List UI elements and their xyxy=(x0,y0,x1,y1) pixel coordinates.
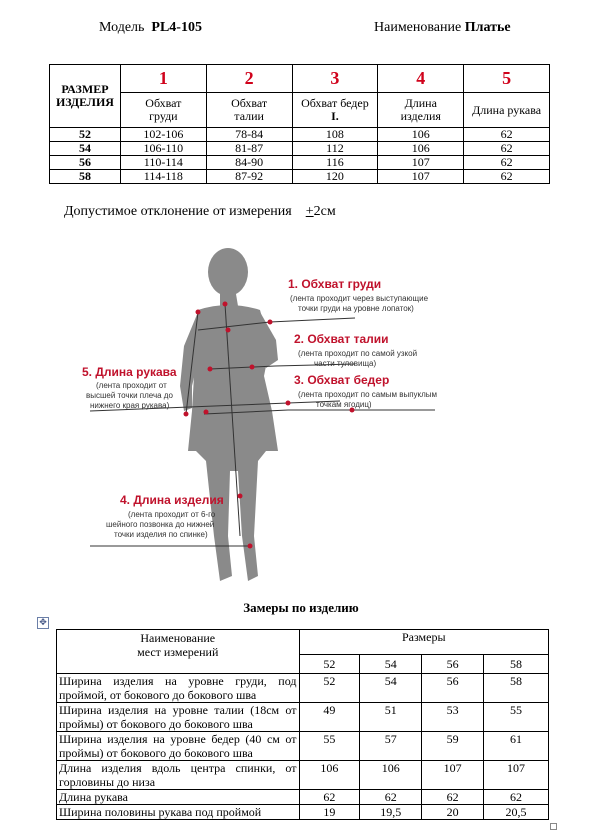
tolerance-text: Допустимое отклонение от измерения xyxy=(64,204,292,219)
svg-text:(лента проходит по самым выпук: (лента проходит по самым выпуклым xyxy=(298,390,438,399)
svg-text:4. Длина изделия: 4. Длина изделия xyxy=(120,493,224,507)
tolerance-value: 2см xyxy=(313,204,336,219)
table-row: Длина изделия вдоль центра спинки, от горловины до низа 106 106 107 107 xyxy=(57,761,549,790)
svg-text:1. Обхват груди: 1. Обхват груди xyxy=(288,277,382,291)
svg-text:высшей точки плеча до: высшей точки плеча до xyxy=(86,391,173,400)
column-number-2: 2 xyxy=(206,65,292,93)
svg-text:шейного позвонка до нижней: шейного позвонка до нижней xyxy=(106,520,215,529)
svg-text:точки изделия по спинке): точки изделия по спинке) xyxy=(114,530,208,539)
name-value: Платье xyxy=(464,20,511,35)
svg-text:(лента проходит от 6-го: (лента проходит от 6-го xyxy=(128,510,216,519)
annotation-chest xyxy=(288,277,429,313)
column-header-4: Длина изделия xyxy=(378,93,464,128)
table-row: 54 106-110 81-87 112 106 62 xyxy=(50,142,550,156)
svg-text:5. Длина рукава: 5. Длина рукава xyxy=(82,365,177,379)
svg-text:точкам ягодиц): точкам ягодиц) xyxy=(316,400,372,409)
tolerance-note xyxy=(64,204,336,220)
tolerance-plus-minus: + xyxy=(305,204,314,219)
annotation-sleeve xyxy=(82,365,177,410)
column-header-2: Обхват талии xyxy=(206,93,292,128)
size-corner-header: РАЗМЕР ИЗДЕЛИЯ xyxy=(50,65,121,128)
column-header-5: Длина рукава xyxy=(464,93,550,128)
svg-text:точки груди на уровне лопаток): точки груди на уровне лопаток) xyxy=(298,304,414,313)
svg-text:2. Обхват талии: 2. Обхват талии xyxy=(294,332,389,346)
name-line xyxy=(374,20,511,36)
annotation-length xyxy=(106,493,224,539)
model-value: PL4-105 xyxy=(151,20,202,35)
table-resize-handle[interactable] xyxy=(550,823,557,830)
column-header-1: Обхват груди xyxy=(120,93,206,128)
column-number-5: 5 xyxy=(464,65,550,93)
table-row: Ширина изделия на уровне груди, под проймой, от бокового до бокового шва 52 54 56 58 xyxy=(57,674,549,703)
table-row: 58 114-118 87-92 120 107 62 xyxy=(50,170,550,184)
column-number-3: 3 xyxy=(292,65,378,93)
svg-text:(лента проходит по самой узкой: (лента проходит по самой узкой xyxy=(298,349,418,358)
table-row: Ширина половины рукава под проймой 19 19,5 20 20,5 xyxy=(57,805,549,820)
measurement-figure xyxy=(80,236,480,586)
measurements-table: Наименование мест измерений Размеры 52 54 56 58 Ширина изделия на уровне груди, под проймой, от бокового до бокового шва 52 54 56 58 Ширина изделия на уровне талии (18см от проймы) от бокового до бокового шва 49 51 53 55 Ширина изделия на уровне бедер (40 см от проймы) от бокового до бокового шва 55 57 59 61 Длина изделия вдоль центра спинки, от горловины до низа 106 106 107 107 Длина рукава 62 62 62 62 Ширина половины рукава под проймой 19 19,5 20 20,5 xyxy=(56,629,549,820)
size-table xyxy=(49,64,550,184)
table-row: Длина рукава 62 62 62 62 xyxy=(57,790,549,805)
svg-text:(лента проходит от: (лента проходит от xyxy=(96,381,167,390)
column-number-1: 1 xyxy=(120,65,206,93)
column-header-3: Обхват бедер I. xyxy=(292,93,378,128)
model-line xyxy=(99,20,202,36)
sizes-header: Размеры xyxy=(299,630,549,655)
svg-text:части туловища): части туловища) xyxy=(314,359,377,368)
model-label: Модель xyxy=(99,20,145,35)
annotation-waist xyxy=(294,332,417,368)
column-number-4: 4 xyxy=(378,65,464,93)
table-row: Ширина изделия на уровне бедер (40 см от проймы) от бокового до бокового шва 55 57 59 61 xyxy=(57,732,549,761)
measurements-title: Замеры по изделию xyxy=(243,600,359,615)
annotation-hips xyxy=(294,373,437,409)
place-header: Наименование мест измерений xyxy=(57,630,300,674)
svg-text:(лента проходит через выступаю: (лента проходит через выступающие xyxy=(290,294,429,303)
table-row: 52 102-106 78-84 108 106 62 xyxy=(50,128,550,142)
svg-text:3. Обхват бедер: 3. Обхват бедер xyxy=(294,373,390,387)
name-label: Наименование xyxy=(374,20,462,35)
table-move-icon[interactable]: ✥ xyxy=(37,617,49,629)
table-row: 56 110-114 84-90 116 107 62 xyxy=(50,156,550,170)
table-row: Ширина изделия на уровне талии (18см от проймы) от бокового до бокового шва 49 51 53 55 xyxy=(57,703,549,732)
svg-text:нижнего края рукава): нижнего края рукава) xyxy=(90,401,170,410)
